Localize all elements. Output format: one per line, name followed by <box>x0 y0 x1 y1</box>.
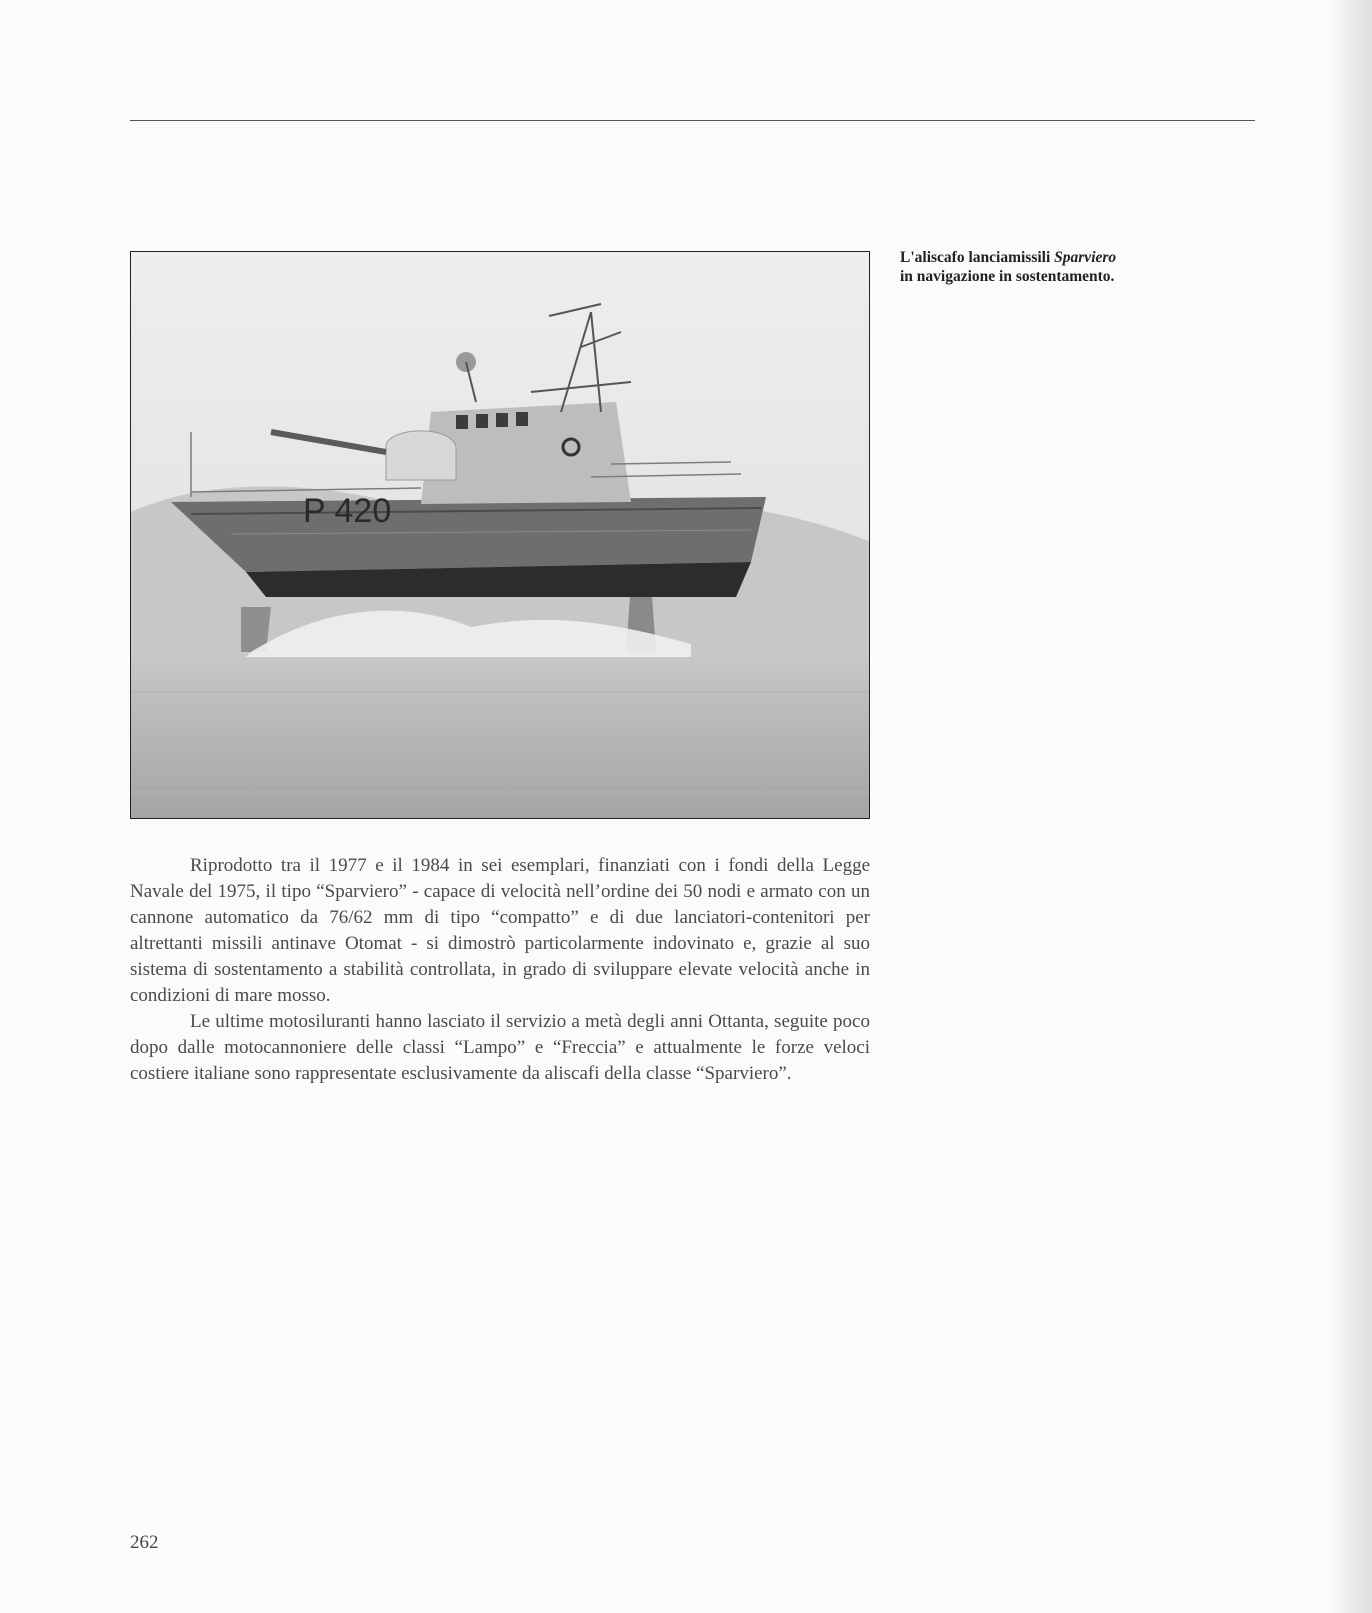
caption-text-line-2: in navigazione in sostentamento. <box>900 268 1115 285</box>
caption-text: L'aliscafo lanciamissili <box>900 249 1055 266</box>
page-edge-shadow <box>1328 0 1372 1613</box>
paragraph: Riprodotto tra il 1977 e il 1984 in sei esemplari, finanziati con i fondi della Legge Navale del 1975, il tipo “Sparviero” - capace di velocità nell’ordine dei 50 nodi e armato con un cannone automatico da 76/62 mm di tipo “compatto” e di due lanciatori-contenitori per altrettanti missili antinave Otomat - si dimostrò particolarmente indovinato e, grazie al suo sistema di sostentamento a stabilità controllata, in grado di sviluppare elevate velocità anche in condizioni di mare mosso. <box>130 855 870 1006</box>
photo-caption <box>900 248 1190 286</box>
body-text <box>130 853 870 1087</box>
caption-ship-name: Sparviero <box>1054 249 1117 266</box>
page-number: 262 <box>130 1532 159 1553</box>
hull-marking: P 420 <box>303 492 392 530</box>
hydrofoil-photo-drawing <box>131 252 870 819</box>
hydrofoil-photo <box>130 251 870 819</box>
paragraph: Le ultime motosiluranti hanno lasciato il servizio a metà degli anni Ottanta, seguite poco dopo dalle motocannoniere delle classi “Lampo” e “Freccia” e attualmente le forze veloci costiere italiane sono rappresentate esclusivamente da aliscafi della classe “Sparviero”. <box>130 1011 870 1084</box>
header-rule <box>130 120 1255 121</box>
